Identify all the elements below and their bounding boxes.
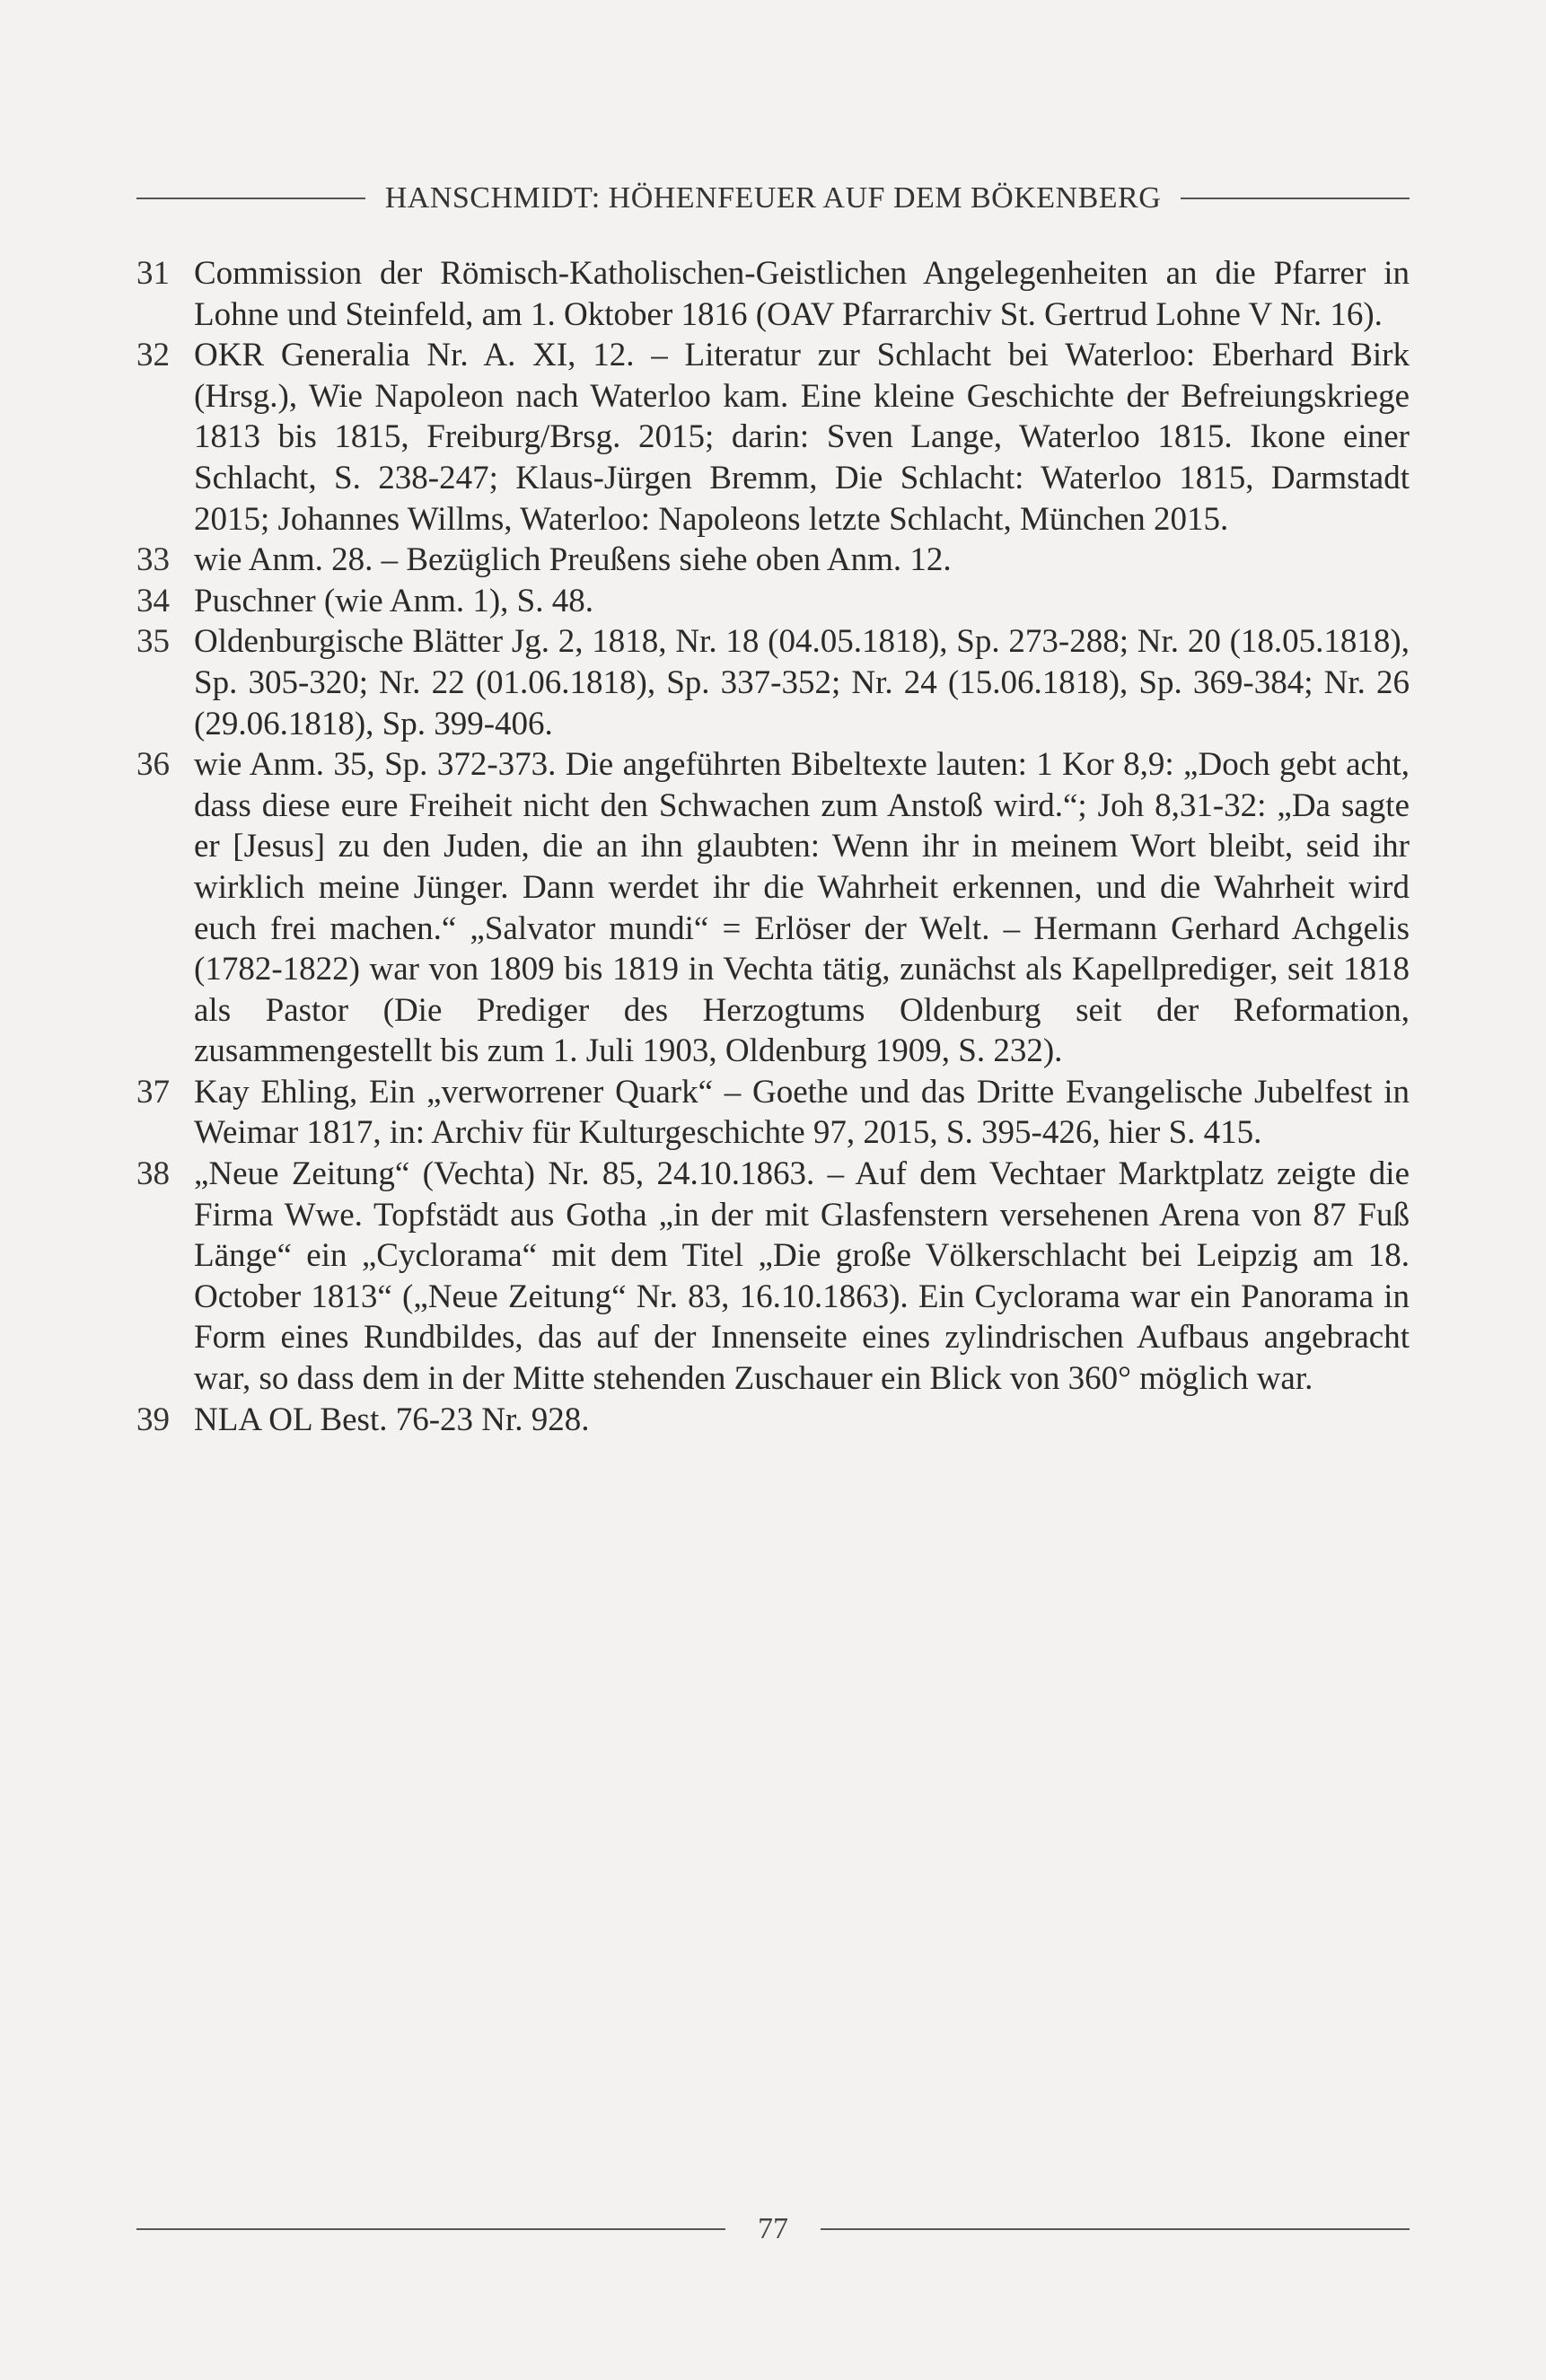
footnote-32 [136,335,1410,540]
footer-rule-left [136,2228,725,2230]
running-head [136,181,1410,215]
footnote-34 [136,581,1410,622]
footnote-text: Oldenburgische Blätter Jg. 2, 1818, Nr. 18 (04.05.1818), Sp. 273-288; Nr. 20 (18.05.1818), Sp. 305-320; Nr. 22 (01.06.1818), Sp. 337-352; Nr. 24 (15.06.1818), Sp. 369-384; Nr. 26 (29.06.1818), Sp. 399-406. [194,623,1410,742]
page-footer [136,2212,1410,2246]
footnote-text: Kay Ehling, Ein „verworrener Quark“ – Goethe und das Dritte Evangelische Jubelfest in Weimar 1817, in: Archiv für Kulturgeschichte 97, 2015, S. 395-426, hier S. 415. [194,1073,1410,1152]
header-rule-left [136,198,365,199]
page-number: 77 [758,2212,788,2245]
footnote-number: 34 [136,582,170,619]
footnote-text: OKR Generalia Nr. A. XI, 12. – Literatur zur Schlacht bei Waterloo: Eberhard Birk (Hrsg.), Wie Napoleon nach Waterloo kam. Eine kleine Geschichte der Befreiungskriege 1813 bis 1815, Freiburg/Brsg. 2015; darin: Sven Lange, Waterloo 1815. Ikone einer Schlacht, S. 238-247; Klaus-Jürgen Bremm, Die Schlacht: Waterloo 1815, Darmstadt 2015; Johannes Willms, Waterloo: Napoleons letzte Schlacht, München 2015. [194,337,1410,538]
footnote-38 [136,1154,1410,1400]
footnote-37 [136,1072,1410,1154]
footnote-35 [136,621,1410,744]
footnote-31 [136,253,1410,335]
footnote-number: 39 [136,1401,170,1438]
footnote-number: 32 [136,337,170,374]
footnote-number: 38 [136,1155,170,1193]
footer-rule-right [821,2228,1410,2230]
footnote-text: „Neue Zeitung“ (Vechta) Nr. 85, 24.10.1863. – Auf dem Vechtaer Marktplatz zeigte die Firma Wwe. Topfstädt aus Gotha „in der mit Glasfenstern versehenen Arena von 87 Fuß Länge“ ein „Cyclorama“ mit dem Titel „Die große Völkerschlacht bei Leipzig am 18. October 1813“ („Neue Zeitung“ Nr. 83, 16.10.1863). Ein Cyclorama war ein Panorama in Form eines Rundbildes, das auf der Innenseite eines zylindrischen Aufbaus angebracht war, so dass dem in der Mitte stehenden Zuschauer ein Blick von 360° möglich war. [194,1155,1410,1398]
footnote-number: 37 [136,1073,170,1111]
running-title: HANSCHMIDT: HÖHENFEUER AUF DEM BÖKENBERG [384,181,1162,215]
footnote-number: 35 [136,623,170,661]
footnote-text: wie Anm. 28. – Bezüglich Preußens siehe oben Anm. 12. [194,541,952,579]
footnote-39 [136,1400,1410,1441]
footnote-36 [136,744,1410,1072]
footnote-number: 31 [136,255,170,292]
header-rule-right [1181,198,1410,199]
footnote-list [136,253,1410,1440]
footnote-text: NLA OL Best. 76-23 Nr. 928. [194,1401,590,1438]
footnote-text: Puschner (wie Anm. 1), S. 48. [194,582,593,619]
footnote-33 [136,540,1410,581]
footnote-number: 33 [136,541,170,579]
footnote-number: 36 [136,746,170,784]
footnote-text: wie Anm. 35, Sp. 372-373. Die angeführten Bibeltexte lauten: 1 Kor 8,9: „Doch gebt acht, dass diese eure Freiheit nicht den Schwachen zum Anstoß wird.“; Joh 8,31-32: „Da sagte er [Jesus] zu den Juden, die an ihn glaubten: Wenn ihr in meinem Wort bleibt, seid ihr wirklich meine Jünger. Dann werdet ihr die Wahrheit erkennen, und die Wahrheit wird euch frei machen.“ „Salvator mundi“ = Erlöser der Welt. – Hermann Gerhard Achgelis (1782-1822) war von 1809 bis 1819 in Vechta tätig, zunächst als Kapellprediger, seit 1818 als Pastor (Die Prediger des Herzogtums Oldenburg seit der Reformation, zusammengestellt bis zum 1. Juli 1903, Oldenburg 1909, S. 232). [194,746,1410,1070]
footnote-text: Commission der Römisch-Katholischen-Geistlichen Angelegenheiten an die Pfarrer in Lohne und Steinfeld, am 1. Oktober 1816 (OAV Pfarrarchiv St. Gertrud Lohne V Nr. 16). [194,255,1410,333]
